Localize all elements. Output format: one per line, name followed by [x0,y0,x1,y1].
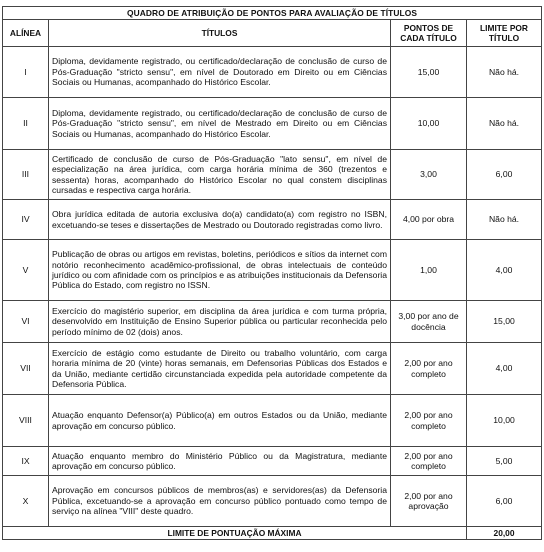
row-limite: 5,00 [467,447,542,476]
table-row [3,200,542,240]
row-alinea: I [3,47,49,98]
row-limite: 10,00 [467,395,542,447]
row-pontos: 2,00 por ano aprovação [391,476,467,527]
header-titulos: TÍTULOS [49,20,391,47]
row-limite: 4,00 [467,343,542,395]
max-score-label: LIMITE DE PONTUAÇÃO MÁXIMA [3,527,467,540]
row-titulo: Obra jurídica editada de autoria exclusiva do(a) candidato(a) com registro no ISBN, excetuando-se teses e dissertações de Mestrado ou Doutorado registradas como livro. [49,200,391,240]
table-row [3,395,542,447]
table-row [3,47,542,98]
row-pontos: 3,00 [391,150,467,200]
row-titulo: Diploma, devidamente registrado, ou certificado/declaração de conclusão de curso de Pós-Graduação "stricto sensu", em nível de Doutorado em Direito ou em Ciências Sociais ou Humanas, acompanhado do Histórico Escolar. [49,47,391,98]
row-pontos: 10,00 [391,98,467,150]
table-row [3,240,542,301]
row-alinea: VI [3,301,49,343]
row-titulo: Atuação enquanto membro do Ministério Público ou da Magistratura, mediante aprovação em concurso público. [49,447,391,476]
row-limite: Não há. [467,98,542,150]
row-titulo: Aprovação em concursos públicos de membros(as) e servidores(as) da Defensoria Pública, excetuando-se a aprovação em concurso público pontuado como tempo de serviço na alínea "VIII" deste quadro. [49,476,391,527]
row-limite: Não há. [467,47,542,98]
row-titulo: Exercício de estágio como estudante de Direito ou trabalho voluntário, com carga horaria mínima de 20 (vinte) horas semanais, em Defensorias Públicas dos Estados e da União, mediante certidão circunstanciada expedida pela autoridade competente da Defensoria Pública. [49,343,391,395]
row-alinea: V [3,240,49,301]
row-pontos: 1,00 [391,240,467,301]
row-pontos: 2,00 por ano completo [391,447,467,476]
header-limite: LIMITE POR TÍTULO [467,20,542,47]
table-row [3,150,542,200]
row-titulo: Publicação de obras ou artigos em revistas, boletins, periódicos e sítios da internet com notório reconhecimento acadêmico-profissional, de obras intelectuais de conteúdo jurídico ou com afinidade com os princípios e as atribuições institucionais da Defensoria Pública do Estado, com registro no ISSN. [49,240,391,301]
row-alinea: VII [3,343,49,395]
header-pontos: PONTOS DE CADA TÍTULO [391,20,467,47]
row-titulo: Exercício do magistério superior, em disciplina da área jurídica e com turma própria, desenvolvido em Instituição de Ensino Superior pública ou particular reconhecida pelo período mínimo de 02 (dois) anos. [49,301,391,343]
row-pontos: 2,00 por ano completo [391,343,467,395]
row-limite: 6,00 [467,476,542,527]
row-pontos: 2,00 por ano completo [391,395,467,447]
max-score-value: 20,00 [467,527,542,540]
table-row [3,476,542,527]
row-titulo: Diploma, devidamente registrado, ou certificado/declaração de conclusão de curso de Pós-Graduação "stricto sensu", em nível de Mestrado em Direito ou em Ciências Sociais ou Humanas, acompanhado do Histórico Escolar. [49,98,391,150]
table-row [3,447,542,476]
row-titulo: Certificado de conclusão de curso de Pós-Graduação "lato sensu", em nível de especialização na área jurídica, com carga horária mínima de 360 (trezentos e sessenta) horas, acompanhado do Histórico Escolar no qual constem disciplinas cursadas e respectiva carga horária. [49,150,391,200]
row-alinea: IX [3,447,49,476]
header-alinea: ALÍNEA [3,20,49,47]
row-titulo: Atuação enquanto Defensor(a) Público(a) em outros Estados ou da União, mediante aprovação em concurso público. [49,395,391,447]
row-alinea: II [3,98,49,150]
table-title: QUADRO DE ATRIBUIÇÃO DE PONTOS PARA AVALIAÇÃO DE TÍTULOS [3,7,542,20]
row-pontos: 3,00 por ano de docência [391,301,467,343]
row-alinea: IV [3,200,49,240]
total-row [3,527,542,540]
table-row [3,343,542,395]
row-limite: 6,00 [467,150,542,200]
row-limite: Não há. [467,200,542,240]
row-pontos: 15,00 [391,47,467,98]
row-pontos: 4,00 por obra [391,200,467,240]
table-row [3,301,542,343]
table-row [3,98,542,150]
row-limite: 15,00 [467,301,542,343]
row-alinea: III [3,150,49,200]
row-alinea: VIII [3,395,49,447]
row-alinea: X [3,476,49,527]
points-table [2,6,542,540]
row-limite: 4,00 [467,240,542,301]
